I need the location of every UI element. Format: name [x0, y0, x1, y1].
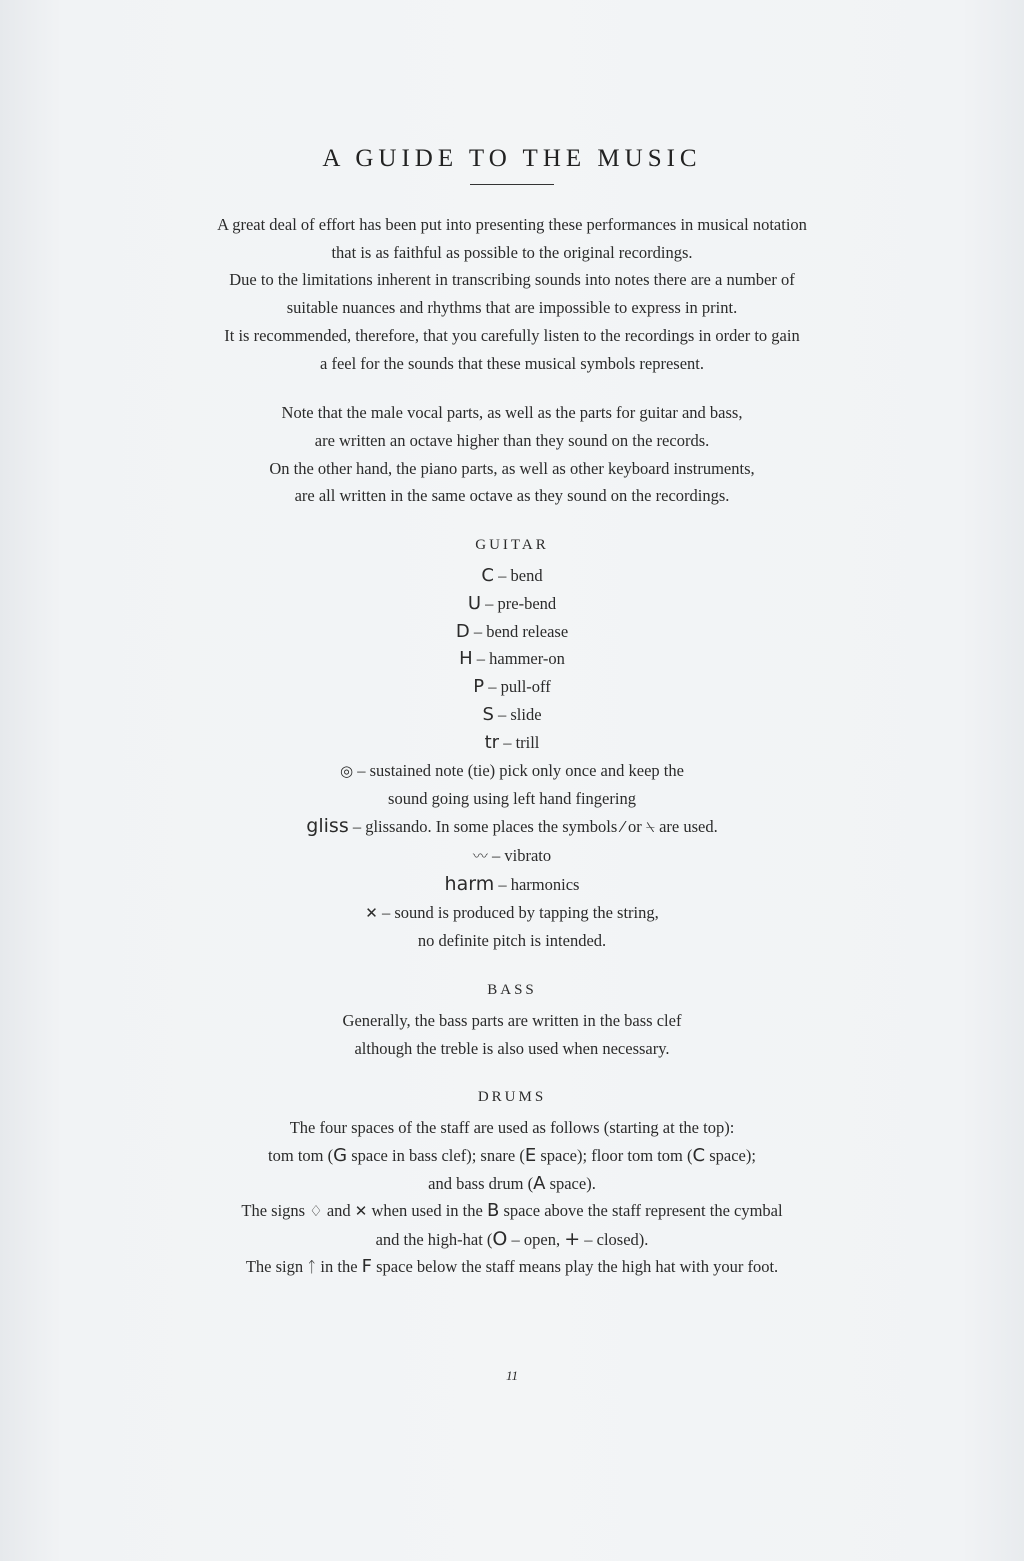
note-letter: A — [533, 1172, 546, 1194]
guitar-legend — [130, 562, 894, 955]
intro-line: It is recommended, therefore, that you carefully listen to the recordings in order to gain — [224, 325, 800, 345]
intro-line: A great deal of effort has been put into presenting these performances in musical notation — [217, 215, 807, 234]
legend-item-bend-release — [130, 618, 894, 646]
legend-text: – glissando. In some places the symbols — [352, 817, 618, 837]
bass-heading: BASS — [487, 982, 537, 999]
legend-item-harmonics — [130, 871, 894, 899]
hammer-on-symbol: H — [459, 648, 473, 670]
page-number: 11 — [505, 1368, 519, 1383]
intro-line: suitable nuances and rhythms that are impossible to express in print. — [286, 298, 738, 318]
legend-item-tapping — [130, 899, 894, 928]
drums-line — [130, 1197, 894, 1226]
drums-text-part: The sign — [245, 1257, 304, 1277]
drums-line — [130, 1226, 894, 1254]
drums-heading: DRUMS — [477, 1089, 547, 1106]
intro-line: Due to the limitations inherent in transcribing sounds into notes there are a number of — [229, 270, 795, 290]
drums-text-part: space). — [545, 1173, 596, 1193]
octave-line: are all written in the same octave as they sound on the recordings. — [294, 486, 730, 506]
octave-line: On the other hand, the piano parts, as well as other keyboard instruments, — [269, 458, 755, 478]
legend-text: – harmonics — [498, 874, 580, 894]
legend-item-vibrato — [130, 842, 894, 871]
bass-line: although the treble is also used when necessary. — [354, 1038, 670, 1058]
bend-release-symbol: D — [455, 620, 470, 642]
harm-symbol: harm — [444, 872, 495, 895]
closed-hi-hat-icon: + — [564, 1227, 581, 1250]
legend-item-pull-off — [130, 673, 894, 701]
drums-text-part: space above the staff represent the cymbal — [503, 1201, 783, 1221]
drums-text-part: and bass drum ( — [428, 1173, 534, 1193]
drums-text-part: and the high-hat ( — [375, 1229, 493, 1249]
drums-line — [130, 1170, 894, 1198]
sustained-note-icon: ◎ — [340, 761, 354, 780]
legend-item-sustained-cont: sound going using left hand fingering — [388, 789, 636, 809]
legend-item-hammer-on — [130, 645, 894, 673]
drums-text-part: – closed). — [580, 1229, 649, 1249]
octave-line: are written an octave higher than they sound on the records. — [314, 430, 710, 450]
pull-off-symbol: P — [473, 676, 485, 698]
legend-text: or — [628, 817, 642, 837]
legend-text: – bend release — [473, 621, 569, 641]
hi-hat-note-icon: ✕ — [354, 1202, 368, 1221]
legend-text: – vibrato — [492, 846, 552, 865]
bend-symbol: C — [481, 565, 494, 587]
drums-text-part: – open, — [507, 1229, 565, 1249]
drums-text-part: The signs — [241, 1201, 306, 1221]
note-letter: B — [486, 1200, 500, 1222]
vibrato-icon: 〰 — [472, 847, 488, 865]
drums-line: The four spaces of the staff are used as follows (starting at the top): — [289, 1118, 735, 1138]
drums-text-part: space below the staff means play the high hat with your foot. — [376, 1257, 779, 1277]
bass-text — [130, 1007, 894, 1062]
drums-text-part: and — [326, 1201, 351, 1221]
drums-text-part: in the — [320, 1257, 358, 1277]
drums-text-part: space); — [705, 1145, 756, 1165]
legend-item-pre-bend — [130, 590, 894, 618]
title-underline — [470, 184, 554, 185]
legend-text: – slide — [498, 705, 542, 725]
legend-text: – pull-off — [488, 677, 551, 697]
slide-up-icon: ⁄ — [621, 818, 624, 837]
legend-text: – hammer-on — [476, 649, 565, 669]
octave-line: Note that the male vocal parts, as well as the parts for guitar and bass, — [281, 403, 743, 423]
note-letter: C — [692, 1144, 706, 1166]
legend-text: – trill — [503, 732, 540, 752]
intro-line: that is as faithful as possible to the original recordings. — [331, 242, 693, 262]
drums-text-part: space); floor tom tom ( — [536, 1145, 693, 1165]
trill-symbol: tr — [484, 731, 500, 753]
legend-item-slide — [130, 701, 894, 729]
legend-text: – bend — [498, 566, 543, 586]
intro-paragraph — [130, 211, 894, 377]
pre-bend-symbol: U — [467, 592, 482, 614]
legend-text: – sound is produced by tapping the string, — [381, 902, 659, 922]
legend-item-trill — [130, 729, 894, 757]
legend-text: – sustained note (tie) pick only once and keep the — [357, 760, 684, 780]
legend-item-gliss — [130, 813, 894, 842]
legend-text: – pre-bend — [485, 593, 557, 613]
legend-item-sustained — [130, 757, 894, 786]
legend-item-bend — [130, 562, 894, 590]
slide-down-icon: ⍀ — [645, 818, 655, 837]
drums-text — [130, 1114, 894, 1282]
drums-line — [130, 1253, 894, 1282]
note-letter: G — [333, 1144, 348, 1166]
page-title: A GUIDE TO THE MUSIC — [322, 145, 702, 172]
drums-text-part: space in bass clef); snare ( — [347, 1145, 525, 1165]
octave-paragraph — [130, 399, 894, 510]
open-hi-hat-icon: O — [492, 1227, 508, 1250]
legend-item-tapping-cont: no definite pitch is intended. — [417, 931, 607, 951]
cymbal-note-icon: ♢ — [309, 1202, 323, 1221]
legend-text: are used. — [659, 817, 718, 837]
foot-hi-hat-icon: ᛏ — [307, 1258, 317, 1277]
gliss-symbol: gliss — [306, 815, 349, 838]
drums-line — [130, 1142, 894, 1170]
bass-line: Generally, the bass parts are written in the bass clef — [342, 1011, 682, 1031]
guide-content — [130, 140, 894, 1282]
slide-symbol: S — [482, 704, 494, 726]
drums-text-part: tom tom ( — [268, 1145, 334, 1165]
note-letter: E — [524, 1144, 537, 1166]
drums-text-part: when used in the — [371, 1201, 483, 1221]
note-letter: F — [361, 1256, 373, 1278]
guitar-heading: GUITAR — [475, 537, 549, 554]
tapped-note-icon: ✕ — [365, 903, 378, 922]
intro-line: a feel for the sounds that these musical symbols represent. — [320, 353, 704, 373]
